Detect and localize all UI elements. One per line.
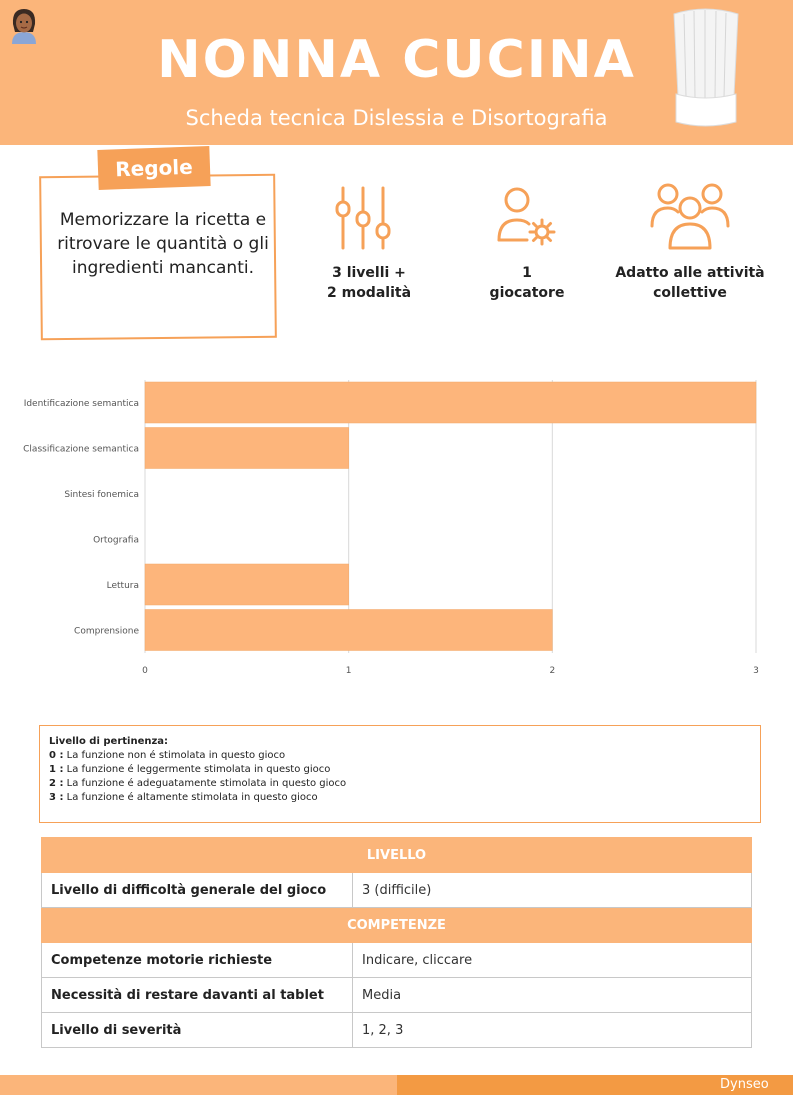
user-gear-icon [487, 180, 567, 256]
category-label: Lettura [106, 580, 139, 591]
table-row [42, 1013, 752, 1048]
category-label: Ortografia [93, 535, 139, 546]
feature-collective [610, 180, 770, 303]
row-label: Competenze motorie richieste [42, 943, 353, 978]
table-row [42, 943, 752, 978]
legend-item: 3 : La funzione é altamente stimolata in questo gioco [49, 792, 318, 803]
row-value: Indicare, cliccare [353, 943, 752, 978]
row-label: Livello di difficoltà generale del gioco [42, 873, 353, 908]
feature-collective-line2: collettive [653, 285, 727, 301]
page-title: NONNA CUCINA [157, 30, 636, 90]
table-row [42, 978, 752, 1013]
skills-bar-chart [0, 360, 793, 680]
feature-collective-line1: Adatto alle attività [615, 265, 765, 281]
row-value: 1, 2, 3 [353, 1013, 752, 1048]
chef-hat-icon [664, 4, 746, 130]
bar [145, 610, 552, 651]
bar [145, 428, 349, 469]
rules-label: Regole [97, 146, 210, 190]
bar [145, 382, 756, 423]
x-tick-label: 2 [549, 666, 556, 676]
rules-text: Memorizzare la ricetta e ritrovare le quantità o gli ingredienti mancanti. [57, 210, 269, 278]
footer-bar-left [0, 1075, 397, 1095]
legend-item: 1 : La funzione é leggermente stimolata in questo gioco [49, 764, 331, 775]
category-label: Identificazione semantica [23, 398, 139, 409]
section-competenze: COMPETENZE [42, 908, 752, 943]
feature-players [456, 180, 598, 303]
row-label: Livello di severità [42, 1013, 353, 1048]
legend-item: 2 : La funzione é adeguatamente stimolata in questo gioco [49, 778, 347, 789]
woman-avatar-icon [4, 4, 44, 44]
info-table [41, 837, 752, 1048]
category-label: Sintesi fonemica [64, 489, 139, 500]
legend-item: 0 : La funzione non é stimolata in questo gioco [49, 750, 286, 761]
section-livello: LIVELLO [42, 838, 752, 873]
brand-logo: Dynseo [720, 1077, 769, 1092]
x-tick-label: 1 [345, 666, 352, 676]
row-label: Necessità di restare davanti al tablet [42, 978, 353, 1013]
feature-levels-line1: 3 livelli + [332, 265, 406, 281]
category-label: Classificazione semantica [23, 444, 139, 455]
page-subtitle: Scheda tecnica Dislessia e Disortografia [185, 106, 608, 130]
category-label: Comprensione [74, 626, 139, 637]
feature-players-line1: 1 [522, 265, 532, 281]
bar [145, 564, 349, 605]
sliders-icon [329, 180, 409, 256]
feature-levels [298, 180, 440, 303]
x-tick-label: 0 [142, 666, 148, 676]
relevance-legend [39, 725, 761, 823]
legend-title: Livello di pertinenza: [49, 736, 169, 747]
group-icon [650, 180, 730, 256]
table-row [42, 873, 752, 908]
feature-players-line2: giocatore [489, 285, 565, 301]
row-value: 3 (difficile) [353, 873, 752, 908]
x-tick-label: 3 [753, 666, 759, 676]
row-value: Media [353, 978, 752, 1013]
feature-levels-line2: 2 modalità [326, 285, 412, 301]
